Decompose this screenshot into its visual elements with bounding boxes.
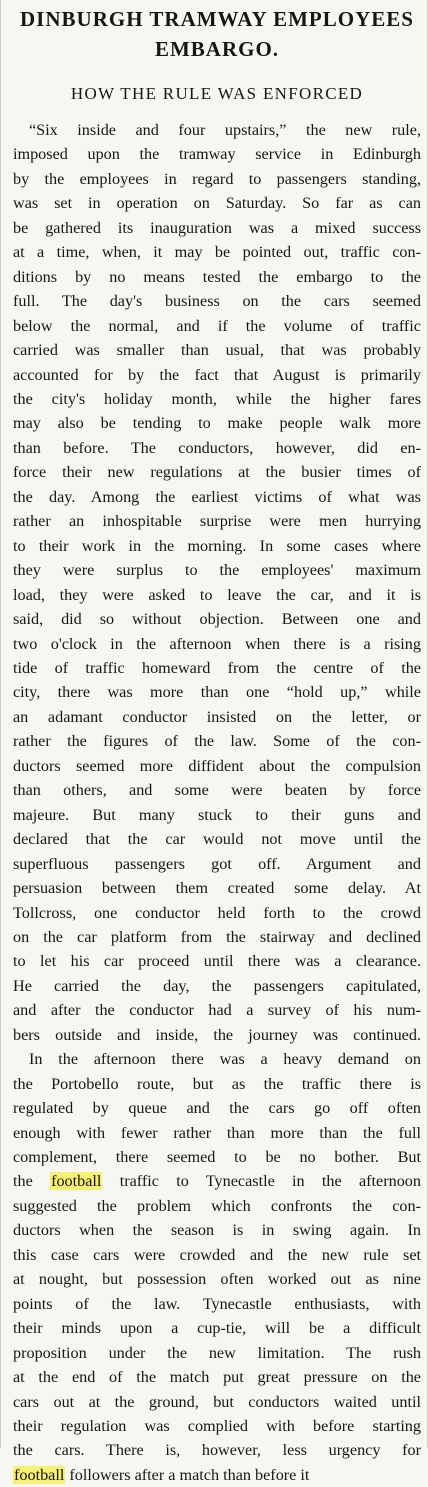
article-line [13, 142, 421, 166]
article-line [13, 974, 421, 998]
article-line [13, 1072, 421, 1096]
article-line [13, 363, 421, 387]
line-text: traffic to Tynecastle in the afternoon [102, 1172, 421, 1191]
article-body [13, 118, 421, 1487]
article-line [13, 485, 421, 509]
article-line [13, 876, 421, 900]
article-headline [13, 0, 421, 64]
article-line [13, 411, 421, 435]
article-line [13, 1145, 421, 1169]
article-line [13, 778, 421, 802]
article-line [13, 1023, 421, 1047]
article-line [13, 998, 421, 1022]
article-line [13, 925, 421, 949]
article-line [13, 949, 421, 973]
article-line [13, 216, 421, 240]
line-text: ductors seemed more diffident about the compulsion [13, 756, 421, 775]
line-text: persuasion between them created some delay. At [13, 879, 421, 898]
article-line [13, 1365, 421, 1389]
line-text: was set in operation on Saturday. So far as can [13, 194, 421, 213]
article-line [13, 656, 421, 680]
article-line [13, 191, 421, 215]
line-text: Tollcross, one conductor held forth to the crowd [13, 903, 421, 922]
line-text: their minds upon a cup-tie, will be a difficult [13, 1319, 421, 1338]
line-text: suggested the problem which confronts the con- [13, 1196, 421, 1215]
line-text: at nought, but possession often worked out as nine [13, 1270, 421, 1289]
article-subheadline: HOW THE RULE WAS ENFORCED [70, 84, 364, 103]
line-text: on the car platform from the stairway and declined [13, 927, 421, 946]
line-text: they were surplus to the employees' maximum [13, 561, 421, 580]
article-line [13, 558, 421, 582]
line-text: force their new regulations at the busier times of [13, 463, 421, 482]
line-text: the day. Among the earliest victims of what was [13, 487, 421, 506]
article-line [13, 534, 421, 558]
line-text: superfluous passengers got off. Argument and [13, 854, 421, 873]
article-line [13, 583, 421, 607]
line-text: than before. The conductors, however, did en- [13, 438, 421, 457]
line-text: load, they were asked to leave the car, and it is [13, 585, 421, 604]
highlighted-term: football [14, 1465, 65, 1484]
line-text: full. The day's business on the cars seemed [13, 292, 421, 311]
article-line [13, 436, 421, 460]
article-line [13, 1390, 421, 1414]
article-line [13, 852, 421, 876]
article-line [13, 1169, 421, 1193]
line-text: carried was smaller than usual, that was probably [13, 341, 421, 360]
line-text: “Six inside and four upstairs,” the new rule, [29, 121, 421, 139]
line-text: declared that the car would not move until the [13, 830, 421, 849]
line-text: the cars. There is, however, less urgency for [13, 1441, 421, 1460]
article-line [13, 1047, 421, 1071]
line-text: rather the figures of the law. Some of the con- [13, 732, 421, 751]
line-text: ditions by no means tested the embargo to the [13, 267, 421, 286]
line-text: two o'clock in the afternoon when there is a rising [13, 634, 421, 653]
line-text: below the normal, and if the volume of traffic [13, 316, 421, 335]
line-text: points of the law. Tynecastle enthusiasts, with [13, 1294, 421, 1313]
article-line [13, 1341, 421, 1365]
headline-line-1: DINBURGH TRAMWAY EMPLOYEES [20, 7, 414, 31]
line-text: regulated by queue and the cars go off often [13, 1099, 421, 1118]
line-text: be gathered its inauguration was a mixed success [13, 218, 421, 237]
line-text: He carried the day, the passengers capitulated, [13, 976, 421, 995]
article-line [13, 1243, 421, 1267]
article-line [13, 754, 421, 778]
article-line [13, 509, 421, 533]
line-text: In the afternoon there was a heavy demand on [29, 1050, 421, 1069]
article-line [13, 607, 421, 631]
line-text: this case cars were crowded and the new rule set [13, 1245, 421, 1264]
article-line [13, 827, 421, 851]
line-text: the city's holiday month, while the higher fares [13, 389, 421, 408]
line-text: tide of traffic homeward from the centre of the [13, 658, 421, 677]
line-text: rather an inhospitable surprise were men hurrying [13, 512, 421, 531]
article-line [13, 1414, 421, 1438]
line-text: may also be tending to make people walk more [13, 414, 421, 433]
line-text: accounted for by the fact that August is primarily [13, 365, 421, 384]
line-text: and after the conductor had a survey of his num- [13, 1001, 421, 1020]
article-line [13, 265, 421, 289]
line-text: proposition under the new limitation. The rush [13, 1343, 421, 1362]
line-text: the Portobello route, but as the traffic there is [13, 1074, 421, 1093]
article-line [13, 632, 421, 656]
article-line [13, 1194, 421, 1218]
article-line [13, 1438, 421, 1462]
article-line [13, 118, 421, 142]
article-line [13, 705, 421, 729]
article-line [13, 167, 421, 191]
article-line [13, 338, 421, 362]
article-line [13, 1316, 421, 1340]
line-text: an adamant conductor insisted on the letter, or [13, 707, 421, 726]
article-line [13, 1096, 421, 1120]
line-text: ductors when the season is in swing again. In [13, 1221, 421, 1240]
article-line [13, 387, 421, 411]
line-text: said, did so without objection. Between one and [13, 610, 421, 629]
article-line [13, 901, 421, 925]
article-line [13, 803, 421, 827]
line-text: imposed upon the tramway service in Edinburgh [13, 145, 421, 164]
line-text: at a time, when, it may be pointed out, traffic con- [13, 243, 421, 262]
line-text: majeure. But many stuck to their guns and [13, 805, 421, 824]
article-line [13, 240, 421, 264]
headline-line-2: EMBARGO. [154, 37, 280, 61]
article-line [13, 729, 421, 753]
line-text: by the employees in regard to passengers standing, [13, 169, 421, 188]
line-text: their regulation was complied with before starting [13, 1417, 421, 1436]
line-text: bers outside and inside, the journey was continued. [13, 1025, 421, 1044]
line-text: than others, and some were beaten by force [13, 781, 421, 800]
line-text: followers after a match than before it [65, 1465, 310, 1484]
line-text: enough with fewer rather than more than the full [13, 1123, 421, 1142]
line-text: city, there was more than one “hold up,” while [13, 683, 421, 702]
line-text: the [13, 1172, 51, 1191]
article-line [13, 1292, 421, 1316]
line-text: cars out at the ground, but conductors waited until [13, 1392, 421, 1411]
article-line [13, 289, 421, 313]
highlighted-term: football [51, 1172, 102, 1191]
article-line [13, 314, 421, 338]
article-line [13, 460, 421, 484]
line-text: to their work in the morning. In some cases where [13, 536, 421, 555]
line-text: at the end of the match put great pressure on the [13, 1368, 421, 1387]
article-line [13, 1121, 421, 1145]
article-line [13, 1267, 421, 1291]
article-line [13, 680, 421, 704]
line-text: complement, there seemed to be no bother. But [13, 1148, 421, 1167]
article-line [13, 1463, 421, 1487]
line-text: to let his car proceed until there was a clearance. [13, 952, 421, 971]
article-line [13, 1218, 421, 1242]
